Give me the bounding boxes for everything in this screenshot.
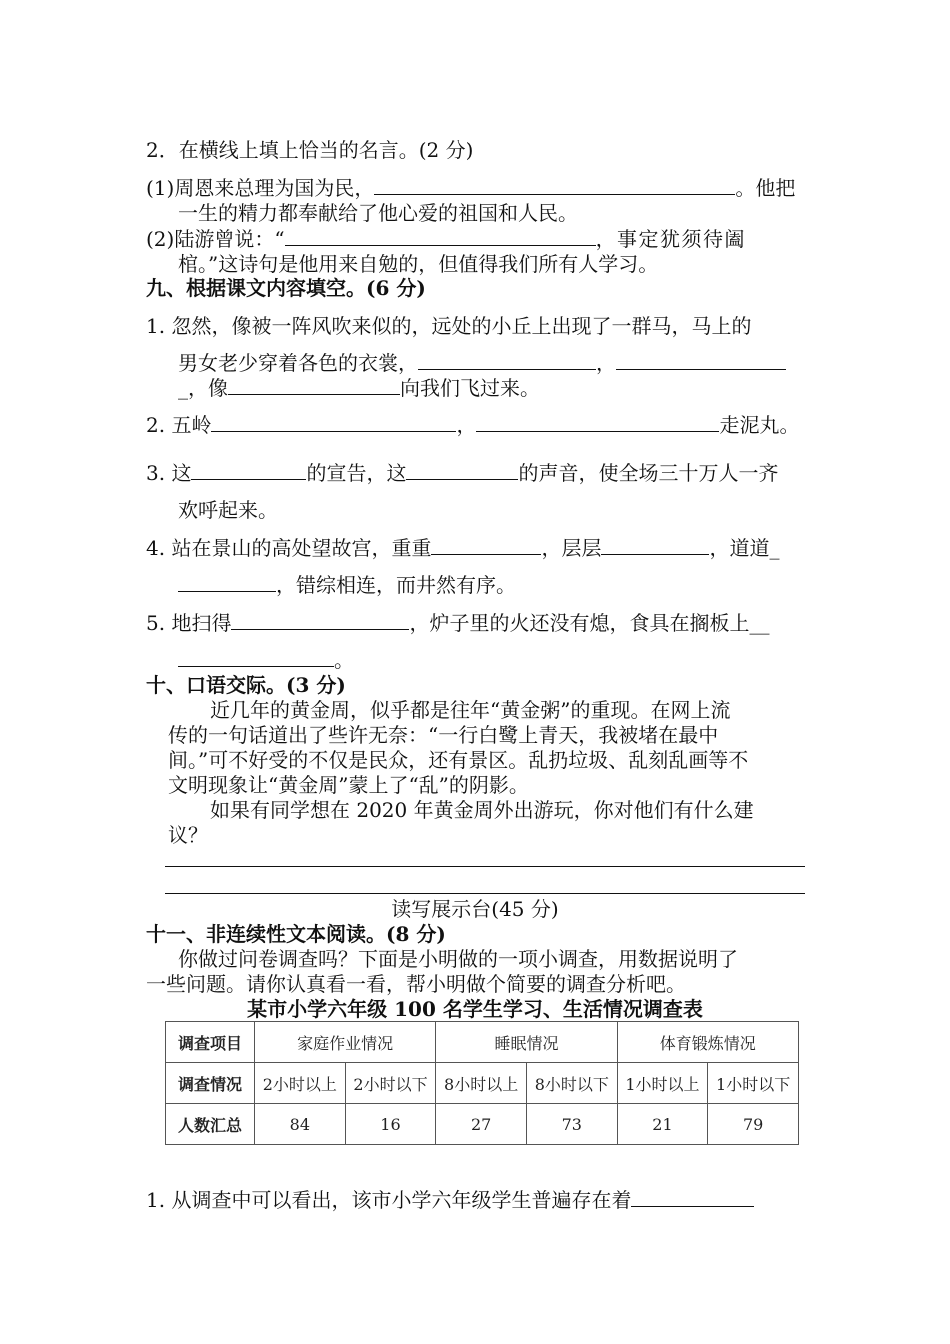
s10-answer-line-2[interactable]	[165, 893, 805, 894]
s9-item4-text-a: 4. 站在景山的高处望故宫，重重	[146, 536, 432, 560]
q2-item1-line	[146, 175, 795, 201]
s9-item1-text: 男女老少穿着各色的衣裳，	[178, 351, 418, 375]
s9-item5-text-a: 5. 地扫得	[146, 611, 232, 635]
q2-item2-cont: 棺。”这诗句是他用来自勉的，但值得我们所有人学习。	[178, 252, 659, 276]
row-header-count: 人数汇总	[166, 1104, 255, 1145]
s9-item4-line	[146, 535, 779, 561]
s9-item1-like: _，像	[178, 376, 228, 400]
s10-para-line-6: 议？	[168, 823, 208, 847]
s9-item3-text-c: 的声音，使全场三十万人一齐	[518, 461, 779, 485]
s9-item3-blank-2[interactable]	[406, 460, 518, 480]
q2-title: 2．在横线上填上恰当的名言。(2 分)	[146, 138, 474, 162]
s9-item2-end: 走泥丸。	[719, 413, 800, 437]
s9-item1-line2	[178, 350, 786, 376]
s9-item5-line	[146, 610, 769, 636]
condition-cell: 8小时以下	[526, 1063, 617, 1104]
s9-item5-end: 。	[334, 648, 354, 672]
condition-cell: 1小时以下	[708, 1063, 799, 1104]
s11-question-1	[146, 1187, 754, 1213]
condition-cell: 1小时以上	[617, 1063, 708, 1104]
s9-item1-blank-3[interactable]	[228, 375, 400, 395]
count-cell: 21	[617, 1104, 708, 1145]
category-homework: 家庭作业情况	[255, 1022, 436, 1063]
s9-item5-text-b: ，炉子里的火还没有熄，食具在搁板上__	[409, 611, 770, 635]
s10-para-line-3: 间。”可不好受的不仅是民众，还有景区。乱扔垃圾、乱刻乱画等不	[168, 748, 749, 772]
section-title: 读写展示台(45 分)	[391, 897, 559, 921]
s11-intro-line-1: 你做过问卷调查吗？下面是小明做的一项小调查，用数据说明了	[178, 947, 738, 971]
s9-item2-blank-1[interactable]	[211, 412, 456, 432]
q2-item2-line	[146, 226, 746, 252]
s9-item4-blank-3[interactable]	[178, 572, 276, 592]
s9-item1-line3	[178, 375, 540, 401]
s10-answer-line-1[interactable]	[165, 866, 805, 867]
s10-para-line-2: 传的一句话道出了些许无奈：“一行白鹭上青天，我被堵在最中	[168, 723, 719, 747]
q2-item2-blank[interactable]	[285, 226, 596, 246]
s9-item4-line2	[178, 572, 516, 598]
table-row	[166, 1022, 799, 1063]
s9-item2-blank-2[interactable]	[476, 412, 719, 432]
s10-para-line-1: 近几年的黄金周，似乎都是往年“黄金粥”的重现。在网上流	[210, 698, 731, 722]
s9-item4-blank-1[interactable]	[431, 535, 541, 555]
count-cell: 16	[345, 1104, 436, 1145]
condition-cell: 2小时以下	[345, 1063, 436, 1104]
s9-item2-text: 2. 五岭	[146, 413, 212, 437]
s9-item4-end: ，错综相连，而井然有序。	[276, 573, 516, 597]
count-cell: 73	[526, 1104, 617, 1145]
s9-item1-blank-2[interactable]	[616, 350, 786, 370]
q2-item2-text: (2)陆游曾说：“	[146, 227, 285, 251]
s10-para-line-4: 文明现象让“黄金周”蒙上了“乱”的阴影。	[168, 773, 529, 797]
s9-item1-line1: 1. 忽然，像被一阵风吹来似的，远处的小丘上出现了一群马，马上的	[146, 314, 752, 338]
q2-item1-cont: 一生的精力都奉献给了他心爱的祖国和人民。	[178, 201, 578, 225]
s9-item3-line	[146, 460, 778, 486]
table-row	[166, 1063, 799, 1104]
q2-item1-text: (1)周恩来总理为国为民，	[146, 176, 375, 200]
s9-item3-cont: 欢呼起来。	[178, 498, 278, 522]
count-cell: 27	[436, 1104, 527, 1145]
s9-item5-line2	[178, 647, 354, 673]
s11-title: 十一、非连续性文本阅读。(8 分)	[146, 922, 446, 946]
s9-item2-line	[146, 412, 799, 438]
s9-item5-blank-1[interactable]	[231, 610, 409, 630]
s9-item5-blank-2[interactable]	[178, 647, 334, 667]
condition-cell: 8小时以上	[436, 1063, 527, 1104]
s9-item4-text-c: ，道道_	[709, 536, 780, 560]
category-sleep: 睡眠情况	[436, 1022, 617, 1063]
s9-item1-sep: ，	[596, 351, 616, 375]
s9-item3-text-b: 的宣告，这	[306, 461, 407, 485]
s11-q1-blank[interactable]	[631, 1187, 754, 1207]
s9-item1-blank-1[interactable]	[418, 350, 596, 370]
s9-title: 九、根据课文内容填空。(6 分)	[146, 276, 426, 300]
row-header-condition: 调查情况	[166, 1063, 255, 1104]
s11-q1-text: 1. 从调查中可以看出，该市小学六年级学生普遍存在着	[146, 1188, 632, 1212]
condition-cell: 2小时以上	[255, 1063, 346, 1104]
category-exercise: 体育锻炼情况	[617, 1022, 798, 1063]
row-header-item: 调查项目	[166, 1022, 255, 1063]
q2-item1-end: 。他把	[735, 176, 796, 200]
table-row	[166, 1104, 799, 1145]
q2-item2-end: ，事定犹须待阖	[595, 227, 747, 251]
s10-para-line-5: 如果有同学想在 2020 年黄金周外出游玩，你对他们有什么建	[210, 798, 754, 822]
q2-item1-blank[interactable]	[374, 175, 735, 195]
count-cell: 79	[708, 1104, 799, 1145]
count-cell: 84	[255, 1104, 346, 1145]
survey-table	[165, 1021, 799, 1145]
table-title: 某市小学六年级 100 名学生学习、生活情况调查表	[247, 997, 703, 1021]
s9-item3-text-a: 3. 这	[146, 461, 192, 485]
s9-item1-end: 向我们飞过来。	[400, 376, 540, 400]
s9-item4-text-b: ，层层	[541, 536, 602, 560]
s9-item4-blank-2[interactable]	[601, 535, 709, 555]
s9-item3-blank-1[interactable]	[191, 460, 306, 480]
s9-item2-sep: ，	[456, 413, 477, 437]
s11-intro-line-2: 一些问题。请你认真看一看，帮小明做个简要的调查分析吧。	[146, 972, 686, 996]
s10-title: 十、口语交际。(3 分)	[146, 673, 346, 697]
